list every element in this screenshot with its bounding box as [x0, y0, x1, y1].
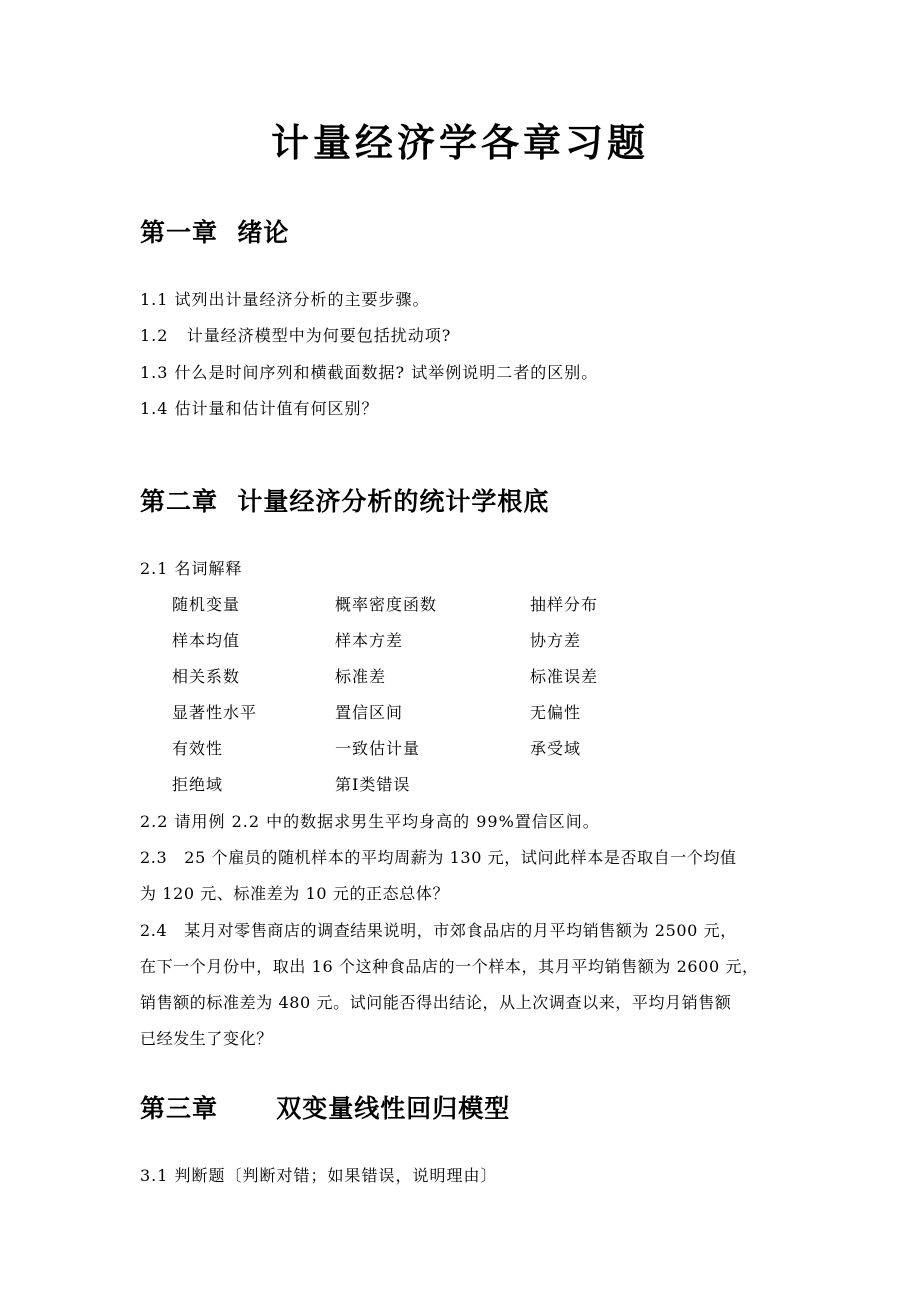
term: 样本均值	[172, 631, 241, 650]
paragraph-line: 2.4 某月对零售商店的调查结果说明，市郊食品店的月平均销售额为 2500 元，	[140, 921, 737, 940]
paragraph-line: 已经发生了变化？	[140, 1029, 273, 1048]
question-1-2: 1.2 计量经济模型中为何要包括扰动项?	[140, 326, 452, 345]
term: 抽样分布	[530, 595, 599, 614]
paragraph-line: 2.3 25 个雇员的随机样本的平均周薪为 130 元，试问此样本是否取自一个均值	[140, 848, 737, 867]
chapter-1-heading: 第一章 绪论	[140, 218, 290, 247]
term: 拒绝域	[172, 775, 224, 794]
question-2-2: 2.2 请用例 2.2 中的数据求男生平均身高的 99%置信区间。	[140, 812, 600, 831]
chapter-3-heading: 第三章 双变量线性回归模型	[140, 1094, 511, 1123]
term: 一致估计量	[335, 739, 421, 758]
question-3-1: 3.1 判断题〔判断对错；如果错误，说明理由〕	[140, 1166, 498, 1185]
paragraph-line: 销售额的标准差为 480 元。试问能否得出结论，从上次调查以来，平均月销售额	[140, 993, 732, 1012]
question-2-4	[140, 913, 790, 1057]
term: 置信区间	[335, 703, 404, 722]
document-title: 计量经济学各章习题	[270, 121, 649, 165]
term: 相关系数	[172, 667, 241, 686]
term: 无偏性	[530, 703, 582, 722]
term: 第Ⅰ类错误	[335, 775, 411, 794]
question-1-1: 1.1 试列出计量经济分析的主要步骤。	[140, 290, 430, 309]
question-1-3: 1.3 什么是时间序列和横截面数据? 试举例说明二者的区别。	[140, 363, 599, 382]
chapter-2-heading: 第二章 计量经济分析的统计学根底	[140, 487, 550, 516]
question-2-3	[140, 840, 790, 912]
term: 随机变量	[172, 595, 241, 614]
paragraph-line: 为 120 元、标准差为 10 元的正态总体？	[140, 884, 450, 903]
term: 概率密度函数	[335, 595, 438, 614]
question-1-4: 1.4 估计量和估计值有何区别？	[140, 399, 379, 418]
term: 标准差	[335, 667, 387, 686]
term: 协方差	[530, 631, 582, 650]
question-2-1: 2.1 名词解释	[140, 559, 243, 578]
term: 显著性水平	[172, 703, 258, 722]
term: 有效性	[172, 739, 224, 758]
term: 样本方差	[335, 631, 404, 650]
paragraph-line: 在下一个月份中，取出 16 个这种食品店的一个样本，其月平均销售额为 2600 元，	[140, 957, 759, 976]
term: 承受域	[530, 739, 582, 758]
term: 标准误差	[530, 667, 599, 686]
